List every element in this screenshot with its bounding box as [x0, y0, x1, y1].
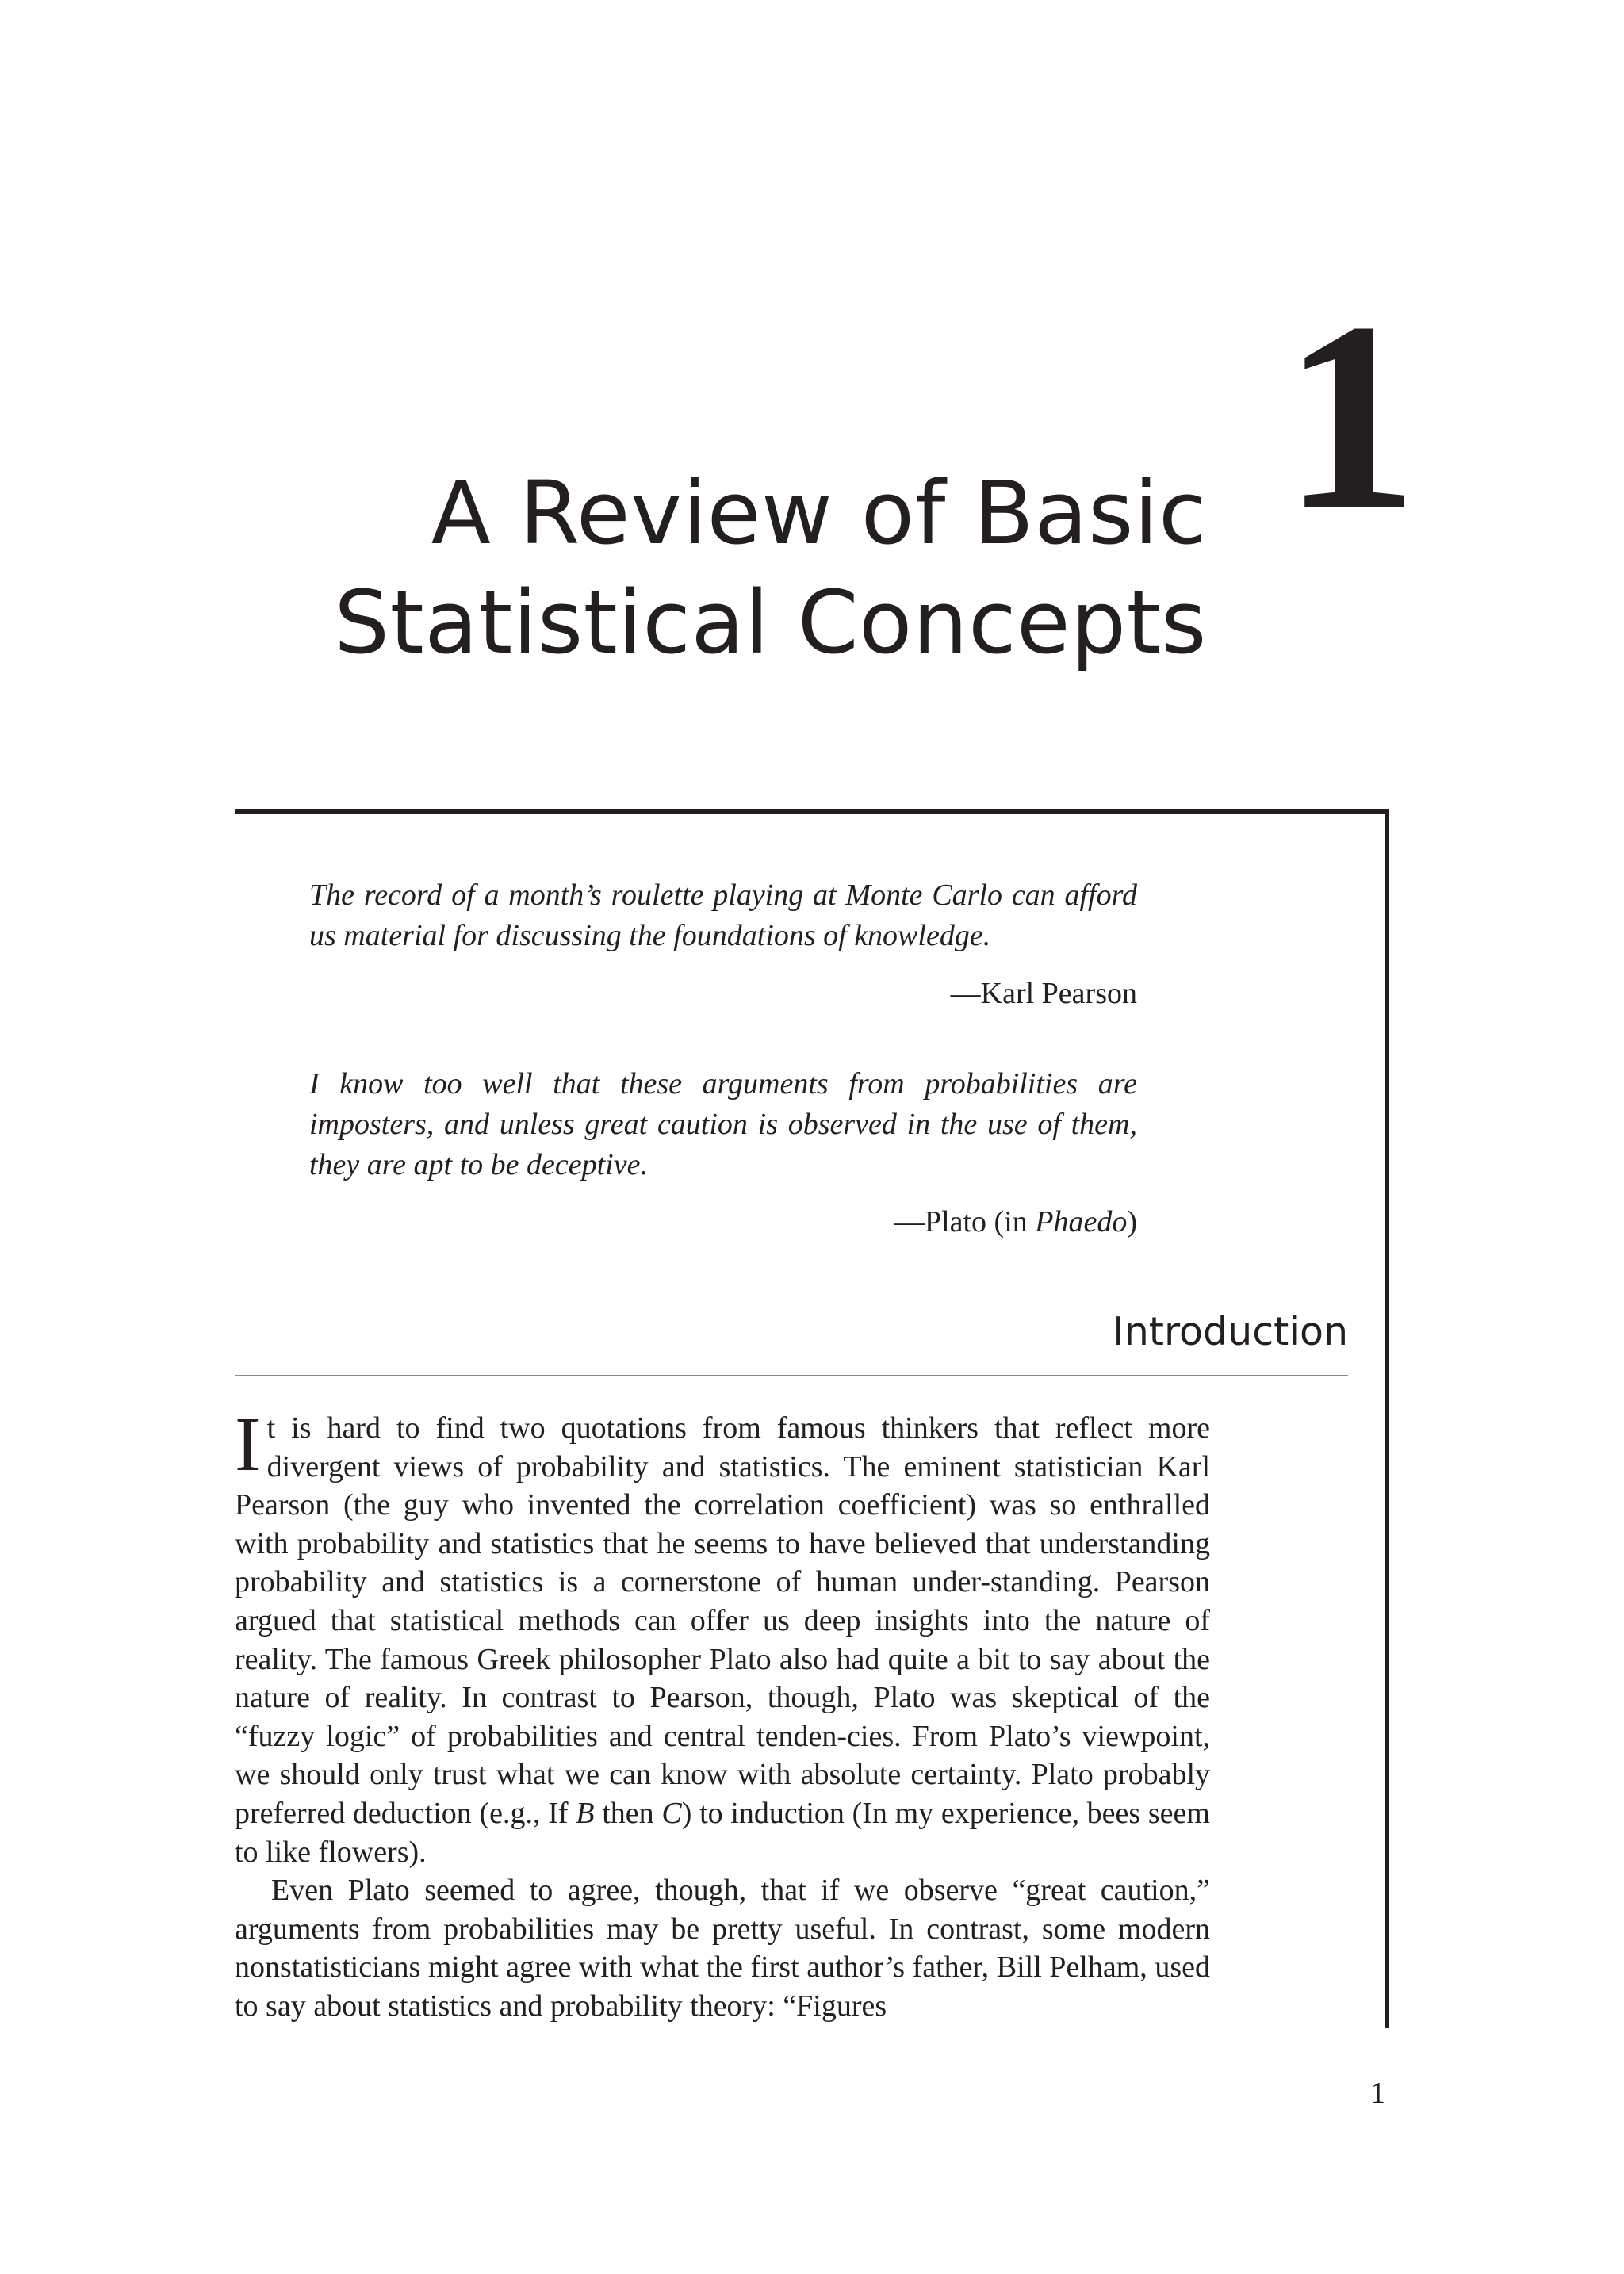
epigraph-quote-pearson: The record of a month’s roulette playing at Monte Carlo can afford us material for discussing the foundations of knowledge.	[309, 879, 1137, 952]
epigraph-frame-top-rule	[235, 809, 1389, 814]
chapter-number: 1	[1283, 266, 1418, 565]
variable-c: C	[661, 1796, 682, 1830]
section-rule	[235, 1375, 1348, 1376]
chapter-title	[334, 458, 1207, 677]
variable-b: B	[576, 1796, 595, 1830]
epigraph-frame-right-rule	[1385, 809, 1389, 2028]
page-number: 1	[1370, 2077, 1385, 2110]
paragraph-1-text-b: then	[594, 1796, 662, 1830]
paragraph-2: Even Plato seemed to agree, though, that if we observe “great caution,” arguments from probabilities may be pretty useful. In contrast, some modern nonstatisticians might agree with what the first author’s father, Bill Pelham, used to say about statistics and probability theory: “Figures	[235, 1874, 1210, 2023]
attribution-work-title: Phaedo	[1035, 1205, 1128, 1238]
attribution-suffix: )	[1127, 1205, 1137, 1238]
chapter-title-line2: Statistical Concepts	[334, 572, 1207, 673]
epigraph-quote-plato: I know too well that these arguments from probabilities are imposters, and unless great caution is observed in the use of them, they are apt to be deceptive.	[309, 1067, 1137, 1181]
attribution-prefix: —Plato (in	[894, 1205, 1036, 1238]
section-heading: Introduction	[1113, 1309, 1348, 1354]
epigraph-attribution-pearson: —Karl Pearson	[950, 977, 1137, 1010]
drop-cap: I	[235, 1402, 261, 1487]
chapter-title-line1: A Review of Basic	[431, 462, 1207, 564]
paragraph-1-text-a: t is hard to find two quotations from famous thinkers that reflect more divergent views of probability and statistics. The eminent statistician Karl Pearson (the guy who invented the correlation coefficient) was so enthralled with probability and statistics that he seems to have believed that understanding probability and statistics is a cornerstone of human under-standing. Pearson argued that statistical methods can offer us deep insights into the nature of reality. The famous Greek philosopher Plato also had quite a bit to say about the nature of reality. In contrast to Pearson, though, Plato was skeptical of the “fuzzy logic” of probabilities and central tenden-cies. From Plato’s viewpoint, we should only trust what we can know with absolute certainty. Plato probably preferred deduction (e.g., If	[235, 1411, 1210, 1830]
body-text	[235, 1402, 1210, 2026]
epigraph-attribution-plato	[894, 1202, 1137, 1242]
paragraph-1-text-c: ) to induction (In my experience, bees seem to like flowers).	[235, 1796, 1210, 1869]
paragraph-1	[235, 1402, 1210, 1871]
